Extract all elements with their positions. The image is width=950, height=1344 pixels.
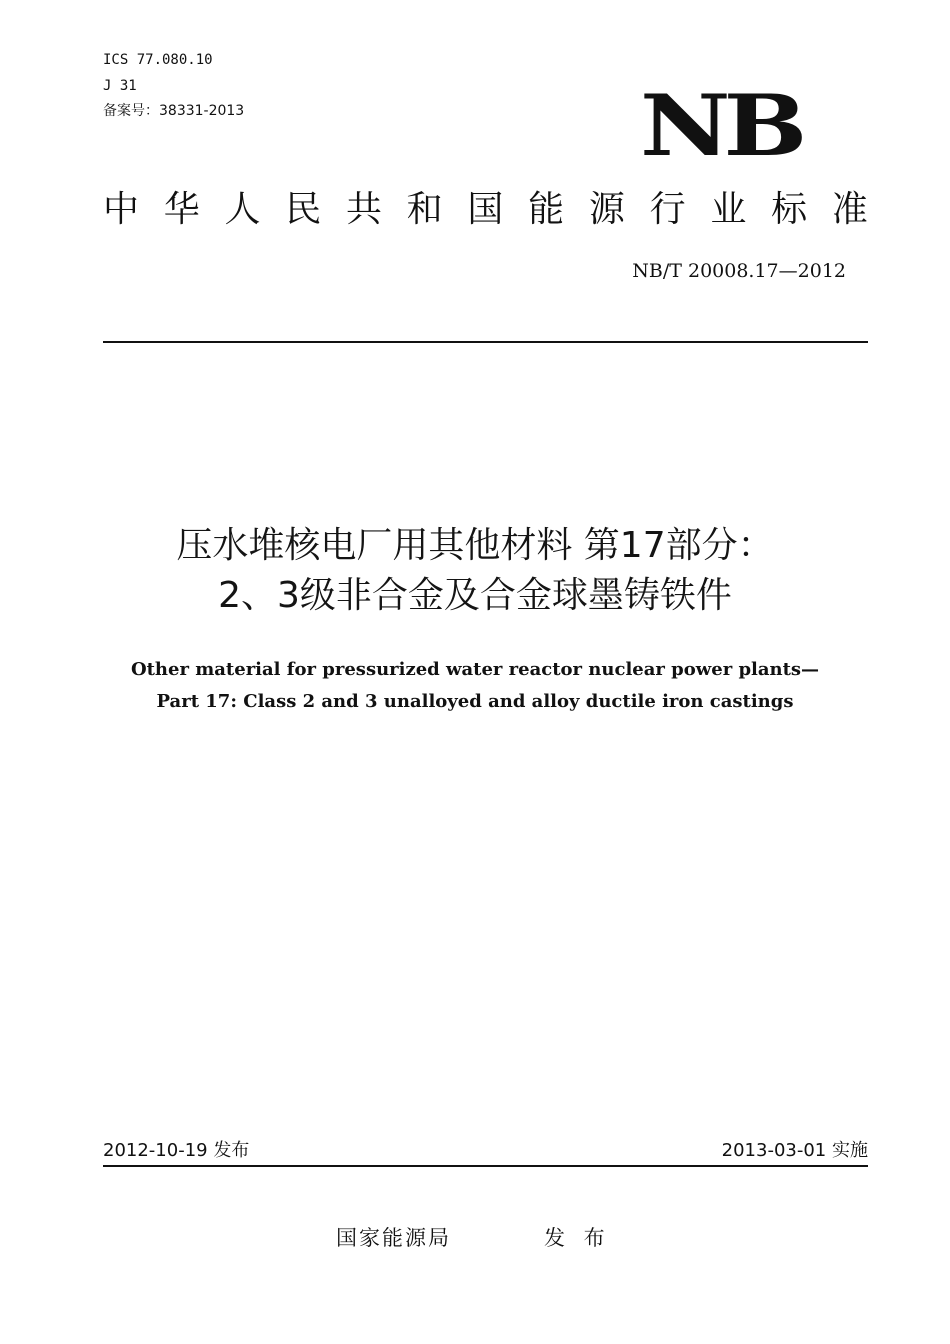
nb-logo: NB [640, 76, 801, 175]
ccs-code: J 31 [103, 78, 137, 94]
category-char: 能 [528, 189, 565, 230]
title-chinese-line-2: 2、3级非合金及合金球墨铸铁件 [218, 575, 732, 616]
category-char: 中 [103, 189, 140, 230]
implementation-date: 2013-03-01 实施 [721, 1140, 868, 1161]
header-divider [103, 341, 868, 343]
category-char: 行 [649, 189, 686, 230]
category-char: 国 [467, 189, 504, 230]
category-char: 共 [345, 189, 382, 230]
category-char: 华 [163, 189, 200, 230]
category-char: 人 [224, 189, 261, 230]
title-chinese-line-1: 压水堆核电厂用其他材料 第17部分： [176, 525, 774, 566]
issuing-authority: 国家能源局 [336, 1226, 451, 1250]
record-number: 备案号：38331-2013 [103, 103, 245, 119]
category-char: 准 [831, 189, 868, 230]
category-char: 民 [285, 189, 322, 230]
ics-code: ICS 77.080.10 [103, 52, 213, 68]
footer-divider [103, 1165, 868, 1167]
standard-code: NB/T 20008.17—2012 [632, 260, 846, 282]
category-char: 业 [710, 189, 747, 230]
category-char: 源 [588, 189, 625, 230]
title-english-line-1: Other material for pressurized water reactor nuclear power plants— [130, 659, 820, 680]
standard-category-name [103, 188, 868, 232]
category-char: 标 [771, 189, 808, 230]
issue-date: 2012-10-19 发布 [103, 1140, 250, 1161]
issue-action: 发 布 [544, 1226, 611, 1250]
category-char: 和 [406, 189, 443, 230]
title-english-line-2: Part 17: Class 2 and 3 unalloyed and alloy ductile iron castings [156, 691, 794, 712]
